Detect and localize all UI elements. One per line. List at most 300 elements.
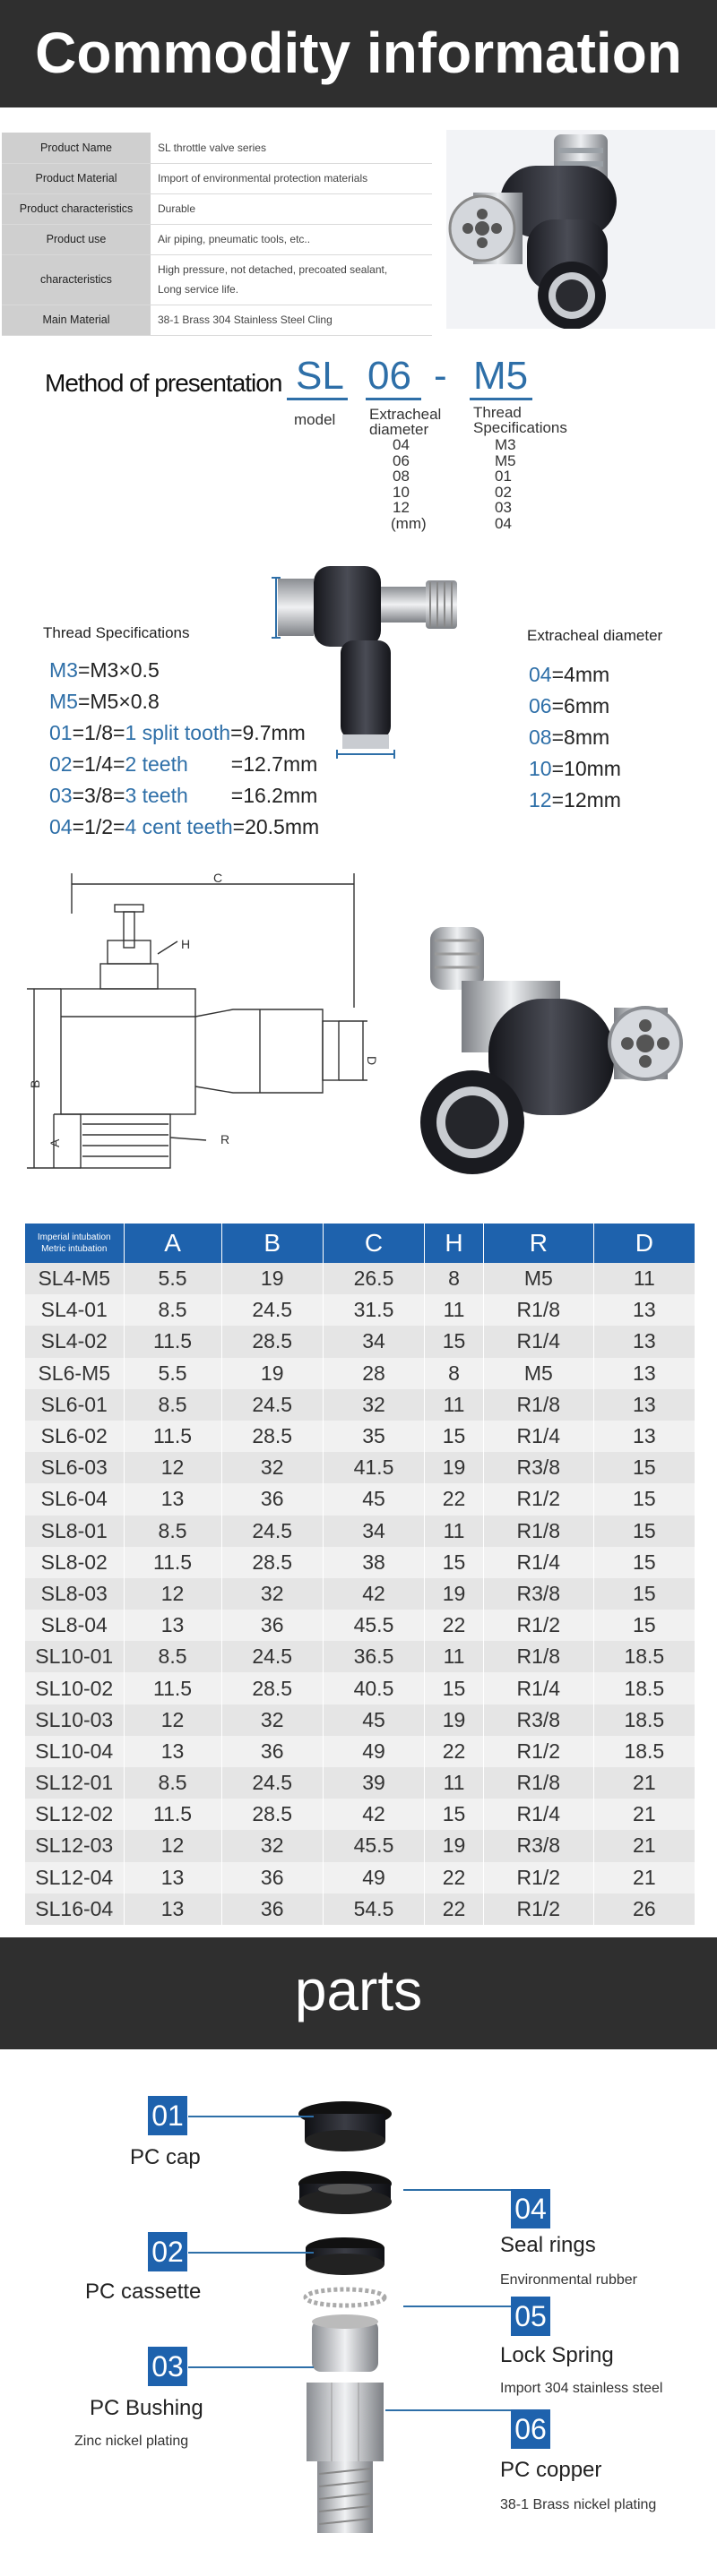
- part-name: PC Bushing: [90, 2396, 203, 2420]
- value-cell: 15: [593, 1578, 695, 1610]
- thread-value: 02: [495, 483, 512, 501]
- table-row: [25, 1483, 695, 1515]
- info-value-line: High pressure, not detached, precoated sealant,: [158, 263, 388, 276]
- info-value: Import of environmental protection materials: [151, 163, 432, 193]
- value-cell: 45.5: [323, 1830, 424, 1861]
- value-cell: 8.5: [124, 1294, 221, 1326]
- value-cell: R1/2: [483, 1862, 593, 1893]
- value-cell: 15: [425, 1799, 484, 1830]
- value-cell: 28.5: [221, 1326, 323, 1357]
- value-cell: 19: [425, 1578, 484, 1610]
- info-row: [2, 133, 432, 163]
- value-cell: 24.5: [221, 1294, 323, 1326]
- header-cell: C: [323, 1224, 424, 1263]
- thread-values: [495, 437, 516, 531]
- page-title: Commodity information: [35, 21, 682, 85]
- dim-label-c: C: [213, 871, 223, 885]
- table-row: [25, 1672, 695, 1704]
- value-cell: 15: [593, 1483, 695, 1515]
- value-cell: 22: [425, 1483, 484, 1515]
- table-row: [25, 1547, 695, 1578]
- part-name: PC cap: [130, 2145, 201, 2169]
- model-cell: SL4-M5: [25, 1263, 124, 1294]
- table-row: [25, 1294, 695, 1326]
- value-cell: 11.5: [124, 1672, 221, 1704]
- dimensions-table: [25, 1224, 695, 1925]
- product-photo: [446, 130, 715, 329]
- diam-mm: =12mm: [551, 788, 621, 811]
- value-cell: R1/2: [483, 1736, 593, 1767]
- value-cell: 11: [425, 1516, 484, 1547]
- model-cell: SL12-03: [25, 1830, 124, 1861]
- value-cell: 36: [221, 1483, 323, 1515]
- diameter-value: 04: [393, 436, 410, 453]
- value-cell: 12: [124, 1830, 221, 1861]
- value-cell: 19: [221, 1263, 323, 1294]
- diam-mm: =4mm: [551, 663, 610, 686]
- value-cell: 42: [323, 1578, 424, 1610]
- spec-code: 03: [49, 784, 73, 807]
- thread-value: 01: [495, 468, 512, 485]
- value-cell: 8.5: [124, 1641, 221, 1672]
- thread-spec-line: [49, 658, 160, 683]
- value-cell: 24.5: [221, 1641, 323, 1672]
- value-cell: 11: [425, 1641, 484, 1672]
- value-cell: 18.5: [593, 1641, 695, 1672]
- table-row: [25, 1610, 695, 1641]
- value-cell: M5: [483, 1358, 593, 1389]
- table-row: [25, 1358, 695, 1389]
- value-cell: R3/8: [483, 1704, 593, 1736]
- value-cell: 13: [124, 1862, 221, 1893]
- info-value: Durable: [151, 193, 432, 224]
- table-row: [25, 1704, 695, 1736]
- model-cell: SL8-03: [25, 1578, 124, 1610]
- value-cell: 11.5: [124, 1547, 221, 1578]
- info-row: [2, 305, 432, 335]
- part-name: Lock Spring: [500, 2343, 614, 2367]
- value-cell: 13: [593, 1421, 695, 1452]
- value-cell: R1/2: [483, 1483, 593, 1515]
- code-underline: [287, 398, 348, 400]
- diam-code: 12: [529, 788, 552, 811]
- thread-sublabel: Thread Specifications: [473, 404, 567, 436]
- value-cell: R1/8: [483, 1516, 593, 1547]
- code-thread: M5: [473, 354, 529, 398]
- value-cell: 34: [323, 1326, 424, 1357]
- part-number-badge: 05: [511, 2297, 550, 2336]
- value-cell: 15: [425, 1421, 484, 1452]
- spec-eq: =M5×0.8: [77, 690, 160, 713]
- info-key: Main Material: [2, 305, 151, 335]
- table-row: [25, 1862, 695, 1893]
- spec-eq: =M3×0.5: [77, 658, 160, 682]
- diameter-unit: (mm): [391, 514, 427, 532]
- header-cell: D: [593, 1224, 695, 1263]
- value-cell: 18.5: [593, 1672, 695, 1704]
- info-key: Product Material: [2, 163, 151, 193]
- value-cell: 13: [124, 1736, 221, 1767]
- model-cell: SL4-02: [25, 1326, 124, 1357]
- model-cell: SL10-03: [25, 1704, 124, 1736]
- method-label: Method of presentation: [45, 369, 282, 397]
- value-cell: 21: [593, 1862, 695, 1893]
- code-underline: [470, 398, 532, 400]
- value-cell: 24.5: [221, 1389, 323, 1421]
- table-row: [25, 1830, 695, 1861]
- model-cell: SL4-01: [25, 1294, 124, 1326]
- value-cell: 24.5: [221, 1767, 323, 1799]
- value-cell: 11: [425, 1389, 484, 1421]
- code-diameter: 06: [367, 354, 411, 398]
- header-cell: H: [425, 1224, 484, 1263]
- value-cell: 32: [221, 1452, 323, 1483]
- value-cell: 18.5: [593, 1704, 695, 1736]
- spec-code: 04: [49, 815, 73, 838]
- value-cell: 22: [425, 1736, 484, 1767]
- model-cell: SL10-01: [25, 1641, 124, 1672]
- value-cell: 5.5: [124, 1263, 221, 1294]
- part-name: PC cassette: [85, 2280, 202, 2304]
- table-row: [25, 1641, 695, 1672]
- value-cell: R1/4: [483, 1547, 593, 1578]
- value-cell: 26: [593, 1893, 695, 1925]
- value-cell: R1/2: [483, 1893, 593, 1925]
- value-cell: R1/8: [483, 1767, 593, 1799]
- spec-code: 01: [49, 721, 73, 744]
- info-value: 38-1 Brass 304 Stainless Steel Cling: [151, 305, 432, 335]
- spec-code: 02: [49, 752, 73, 776]
- table-header-row: [25, 1224, 695, 1263]
- value-cell: 8: [425, 1358, 484, 1389]
- spec-eq: =1/4=: [72, 752, 125, 776]
- value-cell: 12: [124, 1452, 221, 1483]
- value-cell: 11: [425, 1767, 484, 1799]
- value-cell: R1/2: [483, 1610, 593, 1641]
- value-cell: 19: [425, 1830, 484, 1861]
- value-cell: 15: [593, 1452, 695, 1483]
- value-cell: 41.5: [323, 1452, 424, 1483]
- extracheal-line: [529, 788, 621, 812]
- value-cell: 21: [593, 1830, 695, 1861]
- header-cell-model: [25, 1224, 124, 1263]
- value-cell: R1/4: [483, 1672, 593, 1704]
- value-cell: 18.5: [593, 1736, 695, 1767]
- diam-code: 10: [529, 757, 552, 780]
- info-row: [2, 224, 432, 254]
- code-dash: -: [434, 354, 447, 398]
- info-row: [2, 163, 432, 193]
- part-description: Environmental rubber: [500, 2272, 637, 2288]
- info-row: [2, 254, 432, 305]
- value-cell: 22: [425, 1862, 484, 1893]
- value-cell: 38: [323, 1547, 424, 1578]
- value-cell: 13: [593, 1389, 695, 1421]
- value-cell: 15: [425, 1672, 484, 1704]
- value-cell: R1/8: [483, 1294, 593, 1326]
- diameter-value: 06: [393, 451, 410, 469]
- part-connector-line: [188, 2252, 314, 2254]
- value-cell: 13: [124, 1610, 221, 1641]
- spec-eq: =3/8=: [72, 784, 125, 807]
- extracheal-line: [529, 663, 609, 687]
- parts-title: parts: [294, 1958, 423, 2022]
- value-cell: 54.5: [323, 1893, 424, 1925]
- value-cell: 36: [221, 1862, 323, 1893]
- thread-spec-line: [49, 690, 160, 714]
- value-cell: 45: [323, 1704, 424, 1736]
- value-cell: 11.5: [124, 1799, 221, 1830]
- part-connector-line: [188, 2116, 314, 2117]
- value-cell: 13: [593, 1358, 695, 1389]
- dim-label-h: H: [181, 937, 191, 951]
- thread-spec-line: [49, 784, 317, 808]
- value-cell: 39: [323, 1767, 424, 1799]
- value-cell: 19: [425, 1452, 484, 1483]
- dim-label-r: R: [220, 1132, 230, 1146]
- part-description: Zinc nickel plating: [74, 2434, 189, 2449]
- value-cell: 49: [323, 1736, 424, 1767]
- model-cell: SL6-03: [25, 1452, 124, 1483]
- model-cell: SL8-04: [25, 1610, 124, 1641]
- value-cell: R1/8: [483, 1641, 593, 1672]
- value-cell: 13: [593, 1294, 695, 1326]
- value-cell: 36: [221, 1893, 323, 1925]
- spec-code: M3: [49, 658, 78, 682]
- value-cell: R1/4: [483, 1421, 593, 1452]
- model-sublabel: model: [294, 411, 336, 428]
- value-cell: 28.5: [221, 1672, 323, 1704]
- info-key: Product characteristics: [2, 193, 151, 224]
- extracheal-line: [529, 694, 609, 718]
- product-info-table: [2, 133, 432, 336]
- value-cell: 15: [593, 1547, 695, 1578]
- thread-value: M3: [495, 436, 516, 453]
- diam-code: 06: [529, 694, 552, 717]
- model-cell: SL6-02: [25, 1421, 124, 1452]
- info-row: [2, 193, 432, 224]
- extracheal-line: [529, 726, 609, 750]
- thread-value: 03: [495, 499, 512, 516]
- spec-mm: =9.7mm: [230, 721, 306, 744]
- value-cell: R1/4: [483, 1326, 593, 1357]
- value-cell: 19: [221, 1358, 323, 1389]
- part-description: 38-1 Brass nickel plating: [500, 2497, 657, 2512]
- info-key: Product Name: [2, 133, 151, 163]
- part-number-badge: 02: [148, 2232, 187, 2271]
- part-name: Seal rings: [500, 2233, 596, 2257]
- header-cell: R: [483, 1224, 593, 1263]
- spec-teeth: 4 cent teeth: [125, 815, 233, 838]
- table-row: [25, 1799, 695, 1830]
- diameter-value: 12: [393, 499, 410, 516]
- diameter-value: 10: [393, 483, 410, 501]
- part-connector-line: [403, 2306, 511, 2307]
- info-value: SL throttle valve series: [151, 133, 432, 163]
- value-cell: 15: [425, 1547, 484, 1578]
- value-cell: 32: [221, 1704, 323, 1736]
- value-cell: 28.5: [221, 1799, 323, 1830]
- value-cell: 19: [425, 1704, 484, 1736]
- header-imperial: Imperial intubation: [37, 1232, 111, 1242]
- technical-drawing: [27, 864, 403, 1205]
- diam-mm: =8mm: [551, 726, 610, 749]
- part-name: PC copper: [500, 2458, 602, 2482]
- part-number-badge: 03: [148, 2347, 187, 2386]
- model-cell: SL12-02: [25, 1799, 124, 1830]
- value-cell: 22: [425, 1610, 484, 1641]
- extracheal-line: [529, 757, 621, 781]
- top-banner: [0, 0, 717, 107]
- part-number-badge: 01: [148, 2096, 187, 2135]
- value-cell: 13: [124, 1893, 221, 1925]
- spec-mm: =16.2mm: [230, 784, 318, 807]
- value-cell: 26.5: [323, 1263, 424, 1294]
- value-cell: 8.5: [124, 1767, 221, 1799]
- value-cell: 32: [323, 1389, 424, 1421]
- value-cell: 45: [323, 1483, 424, 1515]
- table-row: [25, 1516, 695, 1547]
- value-cell: 15: [593, 1516, 695, 1547]
- thread-spec-line: [49, 815, 319, 839]
- diam-mm: =6mm: [551, 694, 610, 717]
- info-value: [151, 254, 432, 305]
- table-body: [25, 1263, 695, 1925]
- parts-banner: [0, 1937, 717, 2049]
- diam-code: 08: [529, 726, 552, 749]
- value-cell: R3/8: [483, 1578, 593, 1610]
- dim-label-a: A: [48, 1138, 62, 1147]
- value-cell: 11: [593, 1263, 695, 1294]
- table-row: [25, 1452, 695, 1483]
- value-cell: 28: [323, 1358, 424, 1389]
- value-cell: 36: [221, 1736, 323, 1767]
- value-cell: 31.5: [323, 1294, 424, 1326]
- value-cell: 45.5: [323, 1610, 424, 1641]
- diameter-value: 08: [393, 468, 410, 485]
- spec-code: M5: [49, 690, 78, 713]
- value-cell: 32: [221, 1830, 323, 1861]
- diam-code: 04: [529, 663, 552, 686]
- model-cell: SL10-04: [25, 1736, 124, 1767]
- table-row: [25, 1578, 695, 1610]
- dim-label-b: B: [28, 1079, 42, 1088]
- value-cell: 35: [323, 1421, 424, 1452]
- model-cell: SL10-02: [25, 1672, 124, 1704]
- table-row: [25, 1421, 695, 1452]
- info-key: characteristics: [2, 254, 151, 305]
- code-model: SL: [296, 354, 344, 398]
- value-cell: 11.5: [124, 1326, 221, 1357]
- dim-label-d: D: [365, 1056, 379, 1066]
- spec-teeth: 3 teeth: [125, 784, 188, 807]
- value-cell: 21: [593, 1799, 695, 1830]
- part-number-badge: 06: [511, 2409, 550, 2449]
- table-row: [25, 1767, 695, 1799]
- value-cell: 13: [124, 1483, 221, 1515]
- model-cell: SL6-M5: [25, 1358, 124, 1389]
- value-cell: R3/8: [483, 1452, 593, 1483]
- header-cell: A: [124, 1224, 221, 1263]
- value-cell: 24.5: [221, 1516, 323, 1547]
- diam-mm: =10mm: [551, 757, 621, 780]
- table-row: [25, 1326, 695, 1357]
- header-cell: B: [221, 1224, 323, 1263]
- value-cell: 13: [593, 1326, 695, 1357]
- model-cell: SL12-04: [25, 1862, 124, 1893]
- value-cell: 40.5: [323, 1672, 424, 1704]
- spec-eq: =1/2=: [72, 815, 125, 838]
- table-row: [25, 1389, 695, 1421]
- value-cell: 15: [425, 1326, 484, 1357]
- model-cell: SL12-01: [25, 1767, 124, 1799]
- valve-photo-illustration: [446, 130, 715, 329]
- spec-mm: =20.5mm: [232, 815, 320, 838]
- value-cell: 36: [221, 1610, 323, 1641]
- extracheal-title: Extracheal diameter: [527, 627, 663, 644]
- value-cell: 22: [425, 1893, 484, 1925]
- value-cell: R1/8: [483, 1389, 593, 1421]
- spec-eq: =1/8=: [72, 721, 125, 744]
- table-row: [25, 1893, 695, 1925]
- diameter-values: [393, 437, 427, 531]
- value-cell: 8.5: [124, 1516, 221, 1547]
- table-row: [25, 1736, 695, 1767]
- code-underline: [366, 398, 421, 400]
- thread-value: 04: [495, 514, 512, 532]
- value-cell: 28.5: [221, 1421, 323, 1452]
- spec-teeth: 2 teeth: [125, 752, 188, 776]
- part-connector-line: [385, 2409, 511, 2411]
- info-key: Product use: [2, 224, 151, 254]
- value-cell: 8: [425, 1263, 484, 1294]
- part-connector-line: [403, 2189, 511, 2191]
- thread-value: M5: [495, 451, 516, 469]
- part-connector-line: [188, 2366, 314, 2368]
- part-number-badge: 04: [511, 2189, 550, 2228]
- thread-spec-line: [49, 752, 317, 777]
- value-cell: 32: [221, 1578, 323, 1610]
- table-row: [25, 1263, 695, 1294]
- value-cell: 42: [323, 1799, 424, 1830]
- value-cell: 49: [323, 1862, 424, 1893]
- spec-teeth: 1 split tooth: [125, 721, 231, 744]
- value-cell: M5: [483, 1263, 593, 1294]
- value-cell: 8.5: [124, 1389, 221, 1421]
- spec-mm: =12.7mm: [230, 752, 318, 776]
- value-cell: R3/8: [483, 1830, 593, 1861]
- value-cell: 28.5: [221, 1547, 323, 1578]
- value-cell: 5.5: [124, 1358, 221, 1389]
- header-metric: Metric intubation: [41, 1244, 108, 1254]
- model-cell: SL8-01: [25, 1516, 124, 1547]
- value-cell: 12: [124, 1578, 221, 1610]
- model-cell: SL16-04: [25, 1893, 124, 1925]
- part-description: Import 304 stainless steel: [500, 2381, 663, 2396]
- thread-spec-title: Thread Specifications: [43, 624, 190, 641]
- value-cell: 34: [323, 1516, 424, 1547]
- thread-spec-line: [49, 721, 306, 745]
- valve-photo-illustration-2: [408, 909, 695, 1178]
- value-cell: 21: [593, 1767, 695, 1799]
- exploded-parts-illustration: [287, 2078, 421, 2562]
- value-cell: R1/4: [483, 1799, 593, 1830]
- info-value: Air piping, pneumatic tools, etc..: [151, 224, 432, 254]
- value-cell: 12: [124, 1704, 221, 1736]
- value-cell: 11: [425, 1294, 484, 1326]
- diameter-sublabel: Extracheal diameter: [369, 406, 442, 438]
- model-cell: SL6-01: [25, 1389, 124, 1421]
